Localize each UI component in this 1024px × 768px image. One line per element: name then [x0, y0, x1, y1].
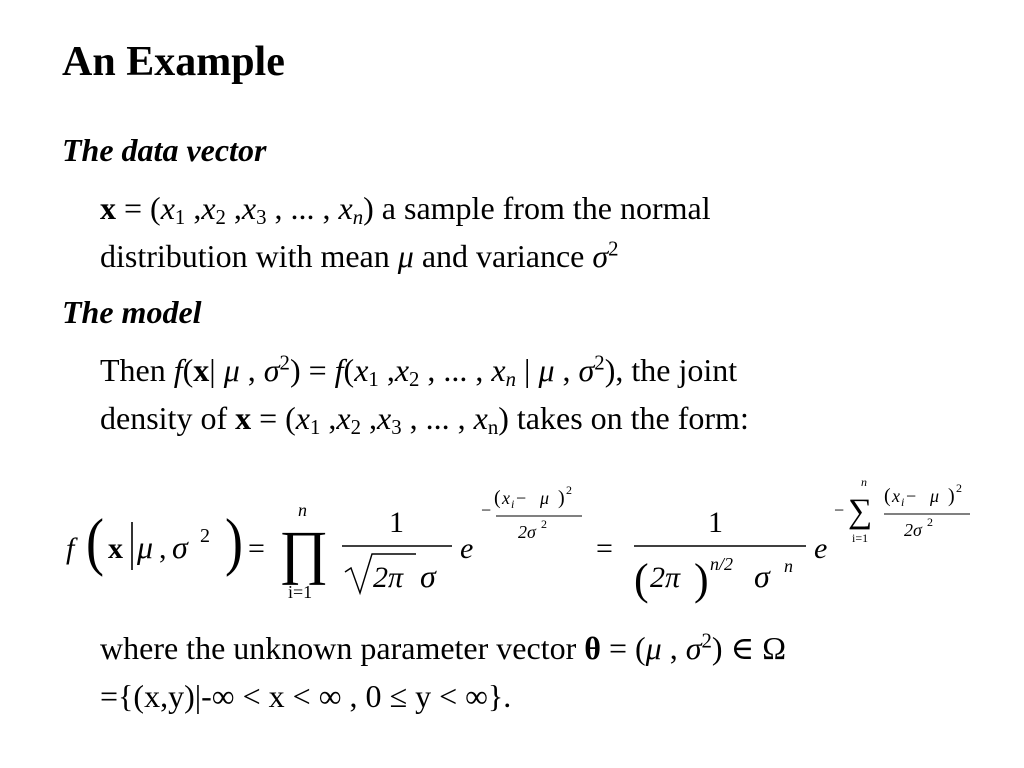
prod-upper-n: n: [298, 500, 307, 520]
var-x2: x: [336, 400, 351, 436]
where-line-2: ={(x,y)|-∞ < x < ∞ , 0 ≤ y < ∞}.: [100, 678, 512, 714]
line-text: and variance: [413, 238, 593, 274]
comma: ,: [225, 190, 242, 226]
theta-symbol: θ: [584, 630, 601, 666]
model-line-2: [100, 398, 749, 438]
mu-symbol: μ: [538, 352, 555, 388]
func-f: f: [173, 352, 183, 388]
two-pi: 2π: [650, 561, 681, 594]
exp-minus-2: −: [516, 488, 527, 508]
sigma-symbol: σ: [578, 352, 595, 388]
var-xn: x: [473, 400, 488, 436]
line-tail: ) a sample from the normal: [363, 190, 711, 226]
sup-2: 2: [594, 351, 605, 375]
sub-1: 1: [368, 368, 379, 392]
exp-minus-2: −: [906, 486, 917, 506]
sup-2: 2: [701, 629, 712, 653]
sigma-symbol: σ: [685, 630, 702, 666]
sigma-symbol: σ: [263, 352, 280, 388]
var-x2: x: [394, 352, 410, 388]
where-line-1: [100, 628, 786, 668]
sum-lower-index: i=1: [852, 531, 869, 545]
sub-n: n: [487, 416, 499, 440]
bar: |: [209, 352, 224, 388]
exp-den-sup-2: 2: [927, 515, 933, 529]
exp-e: e: [460, 532, 474, 565]
bar: |: [516, 352, 539, 388]
exp-sub-i: i: [901, 495, 905, 509]
exp-paren: ): [948, 485, 955, 507]
eq-text: = (: [116, 190, 161, 226]
sigma-symbol: σ: [754, 558, 770, 594]
equals-sign: =: [248, 532, 265, 565]
exp-paren: (: [494, 487, 501, 509]
var-x3: x: [241, 190, 257, 226]
paren: ): [711, 630, 731, 666]
den-paren: (: [634, 555, 649, 604]
exp-denominator: 2σ: [904, 520, 922, 540]
slide-title: An Example: [62, 39, 285, 85]
line-tail: ), the joint: [604, 352, 738, 388]
var-x1: x: [354, 352, 369, 388]
sum-symbol: ∑: [848, 493, 873, 530]
mu-symbol: μ: [397, 238, 414, 274]
line-tail: ) takes on the form:: [498, 400, 749, 436]
eq-text: = (: [600, 630, 646, 666]
sup-2: 2: [608, 237, 619, 261]
section-heading-model: The model: [62, 294, 202, 330]
numerator-1: 1: [389, 506, 404, 539]
equals-sign: =: [596, 532, 613, 565]
sub-1: 1: [174, 206, 186, 230]
sigma-symbol: σ: [172, 529, 188, 565]
section-heading-data-vector: The data vector: [62, 132, 267, 168]
exp-minus: −: [481, 500, 492, 520]
ellipsis: , ... ,: [401, 400, 474, 436]
exp-paren: (: [884, 485, 891, 507]
comma: ,: [320, 400, 337, 436]
paren: (: [343, 352, 355, 388]
data-vector-line-2: [100, 236, 619, 276]
var-xn: x: [491, 352, 506, 388]
vector-x: x: [193, 352, 210, 388]
omega-symbol: Ω: [754, 630, 787, 666]
element-of-symbol: ∈: [730, 630, 755, 666]
comma: ,: [361, 400, 378, 436]
sub-3: 3: [256, 206, 267, 230]
comma: ,: [239, 352, 264, 388]
sup-2: 2: [279, 351, 290, 375]
sub-1: 1: [310, 416, 321, 440]
sub-2: 2: [350, 416, 362, 440]
exp-denominator: 2σ: [518, 522, 536, 542]
exp-xi: x: [892, 486, 900, 506]
exp-sup-2: 2: [566, 483, 572, 497]
sigma-symbol: σ: [420, 558, 436, 594]
exp-mu: μ: [930, 486, 940, 506]
prod-lower-index: i=1: [288, 582, 313, 602]
likelihood-formula: [0, 460, 1024, 620]
eq-text: = (: [251, 400, 296, 436]
mu-symbol: μ: [223, 352, 240, 388]
vector-x: x: [108, 532, 123, 565]
comma: ,: [661, 630, 686, 666]
n-over-2: n/2: [710, 554, 734, 574]
var-xn: x: [338, 190, 353, 226]
var-x1: x: [160, 190, 175, 226]
line-text: distribution with mean: [100, 238, 398, 274]
exp-sup-2: 2: [956, 481, 962, 495]
line-text: where the unknown parameter vector: [100, 630, 585, 666]
func-f: f: [66, 532, 75, 565]
ellipsis: , ... ,: [419, 352, 492, 388]
sub-2: 2: [409, 368, 420, 392]
left-paren: (: [86, 505, 104, 578]
exp-den-sup-2: 2: [541, 517, 547, 531]
exp-mu: μ: [540, 488, 550, 508]
data-vector-line-1: [100, 188, 711, 228]
vector-x: x: [100, 190, 116, 226]
comma: ,: [185, 190, 202, 226]
mu-symbol: μ: [137, 529, 154, 565]
vector-x: x: [235, 400, 252, 436]
comma: ,: [159, 532, 167, 565]
model-line-1: [100, 350, 737, 390]
sub-2: 2: [215, 206, 226, 230]
line-text: density of: [100, 400, 236, 436]
ellipsis: , ... ,: [266, 190, 339, 226]
paren: (: [182, 352, 194, 388]
var-x2: x: [201, 190, 216, 226]
sup-2: 2: [200, 525, 210, 547]
den-paren: ): [694, 555, 709, 604]
var-x1: x: [295, 400, 310, 436]
sup-n: n: [784, 556, 793, 576]
then-text: Then: [100, 352, 174, 388]
var-x3: x: [377, 400, 392, 436]
exp-paren: ): [558, 487, 565, 509]
exp-e: e: [814, 532, 828, 565]
numerator-1: 1: [708, 506, 723, 539]
eq-text: ) =: [289, 352, 335, 388]
sub-n: n: [505, 368, 517, 392]
sum-upper-n: n: [861, 475, 867, 489]
comma: ,: [554, 352, 579, 388]
sigma-symbol: σ: [592, 238, 609, 274]
exp-sub-i: i: [511, 497, 515, 511]
exp-minus: −: [834, 500, 845, 520]
product-symbol: ∏: [279, 519, 329, 585]
exp-xi: x: [502, 488, 510, 508]
comma: ,: [378, 352, 395, 388]
mu-symbol: μ: [645, 630, 662, 666]
sub-3: 3: [391, 416, 402, 440]
sub-n: n: [352, 206, 364, 230]
func-f: f: [334, 352, 344, 388]
two-pi: 2π: [373, 561, 404, 594]
right-paren: ): [225, 505, 243, 578]
